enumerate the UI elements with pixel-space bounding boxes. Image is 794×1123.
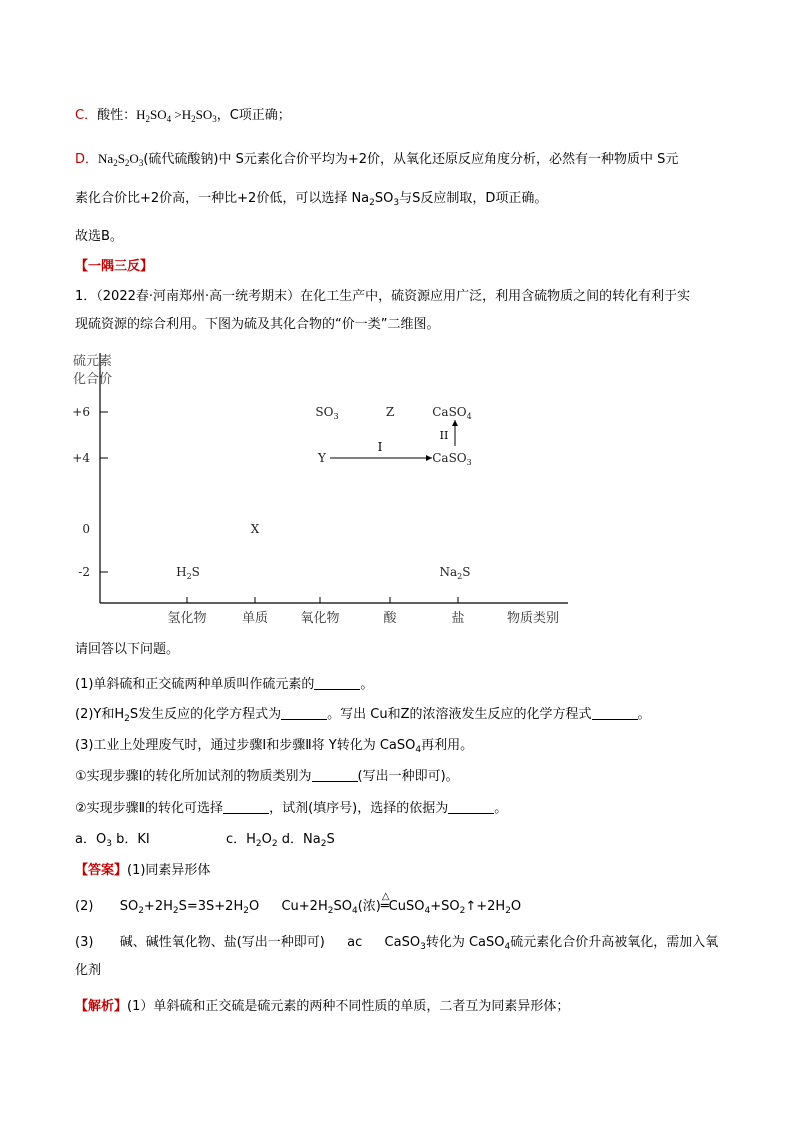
option-d-letter: D．: [75, 152, 99, 167]
choice-d: d．$Na_2S$: [281, 832, 335, 849]
point-label-h2s: $H_2S$: [176, 565, 200, 581]
answer-tag: 【答案】: [75, 863, 128, 878]
eq1: $SO_2+2H_2S=3S+2H_2O$: [119, 899, 260, 916]
point-label-z: Z: [385, 405, 395, 419]
valence-class-chart: [60, 345, 580, 635]
option-d-line2: 素化合价比+2价高，一种比+2价低，可以选择 $Na_2SO_3$与S反应制取，D项正确。: [75, 191, 548, 208]
option-c-letter: C．: [75, 108, 98, 123]
q3-2-blank1[interactable]: [223, 799, 269, 814]
analysis: 【解析】(1）单斜硫和正交硫是硫元素的两种不同性质的单质，二者互为同素异形体；: [75, 999, 570, 1014]
q3-2-blank2[interactable]: [448, 799, 494, 814]
option-d-line1: D．$Na_2S_2O_3$(硫代硫酸钠)中 S元素化合价平均为+2价，从氧化还原反应角度分析，必然有一种物质中 S元: [75, 151, 679, 168]
answer-2: (2) $SO_2+2H_2S=3S+2H_2O$ $Cu+2H_2SO_4$(浓) △ $═CuSO_4+SO_2↑+2H_2O$: [75, 891, 522, 916]
ylabel-line2: 化合价: [73, 372, 113, 387]
x-category-label: 盐: [451, 611, 465, 626]
q2-blank1[interactable]: [281, 705, 327, 720]
q2: (2)Y和$H_2S$发生反应的化学方程式为 。写出 Cu和Z的浓溶液发生反应的化学方程式 。: [75, 707, 651, 724]
arrow-step-1-label: I: [377, 440, 383, 454]
answer-3-line2: 化剂: [75, 963, 102, 978]
q2-blank2[interactable]: [592, 705, 638, 720]
choice-a: a．$O_3$: [75, 832, 112, 849]
y-tick-label: 0: [82, 522, 90, 536]
arrow-step-1-head: [426, 455, 432, 461]
y-tick-label: +4: [72, 451, 90, 465]
conclusion: 故选B。: [75, 229, 123, 244]
choice-b: b．KI: [116, 832, 150, 847]
arrow-step-2-head: [452, 420, 458, 426]
answer-3: (3) 碱、碱性氧化物、盐(写出一种即可) ac CaSO$_3$转化为 CaSO$_4$硫元素化合价升高被氧化，需加入氧: [75, 935, 719, 952]
point-label-na2s: $Na_2S$: [439, 565, 471, 581]
q1-blank[interactable]: [314, 675, 360, 690]
ylabel-line1: 硫元素: [73, 354, 113, 369]
q3-1-blank[interactable]: [312, 767, 358, 782]
question-line2: 现硫资源的综合利用。下图为硫及其化合物的“价一类”二维图。: [75, 317, 440, 332]
eq2: $Cu+2H_2SO_4$(浓) △ $═CuSO_4+SO_2↑+2H_2O$: [281, 891, 522, 916]
x-category-label: 氧化物: [300, 611, 340, 626]
choice-c: c．$H_2O_2$: [225, 832, 278, 849]
q3-1: ①实现步骤Ⅰ的转化所加试剂的物质类别为 (写出一种即可)。: [75, 769, 459, 784]
point-label-caso3: CaSO$_3$: [432, 451, 472, 467]
section-title: 【一隅三反】: [75, 259, 154, 274]
point-label-caso4: CaSO$_4$: [432, 405, 472, 421]
x-category-label: 单质: [241, 611, 269, 626]
q3: (3)工业上处理废气时，通过步骤Ⅰ和步骤Ⅱ将 Y转化为 CaSO$_4$再利用。: [75, 738, 474, 755]
point-label-y: Y: [318, 451, 326, 465]
point-label-x: X: [250, 522, 260, 536]
x-category-label: 氢化物: [167, 611, 207, 626]
analysis-tag: 【解析】: [75, 999, 128, 1014]
q3-2: ②实现步骤Ⅱ的转化可选择 ，试剂(填序号)，选择的依据为 。: [75, 801, 508, 816]
point-label-so3: $SO_3$: [315, 405, 339, 421]
option-c: C．酸性：$H_2SO_4 >H_2SO_3$，C项正确；: [75, 107, 291, 124]
arrow-step-2-label: II: [439, 429, 449, 442]
y-tick-label: +6: [72, 405, 90, 419]
x-category-label: 酸: [383, 611, 397, 626]
question-line1: 1．（2022春·河南郑州·高一统考期末）在化工生产中，硫资源应用广泛，利用含硫物质之间的转化有利于实: [75, 289, 691, 304]
x-category-label: 物质类别: [506, 611, 560, 626]
choices: [75, 831, 335, 849]
y-tick-label: -2: [78, 565, 90, 579]
q1: (1)单斜硫和正交硫两种单质叫作硫元素的 。: [75, 677, 374, 692]
prompt: 请回答以下问题。: [75, 642, 180, 657]
answer-1: 【答案】(1)同素异形体: [75, 863, 211, 878]
